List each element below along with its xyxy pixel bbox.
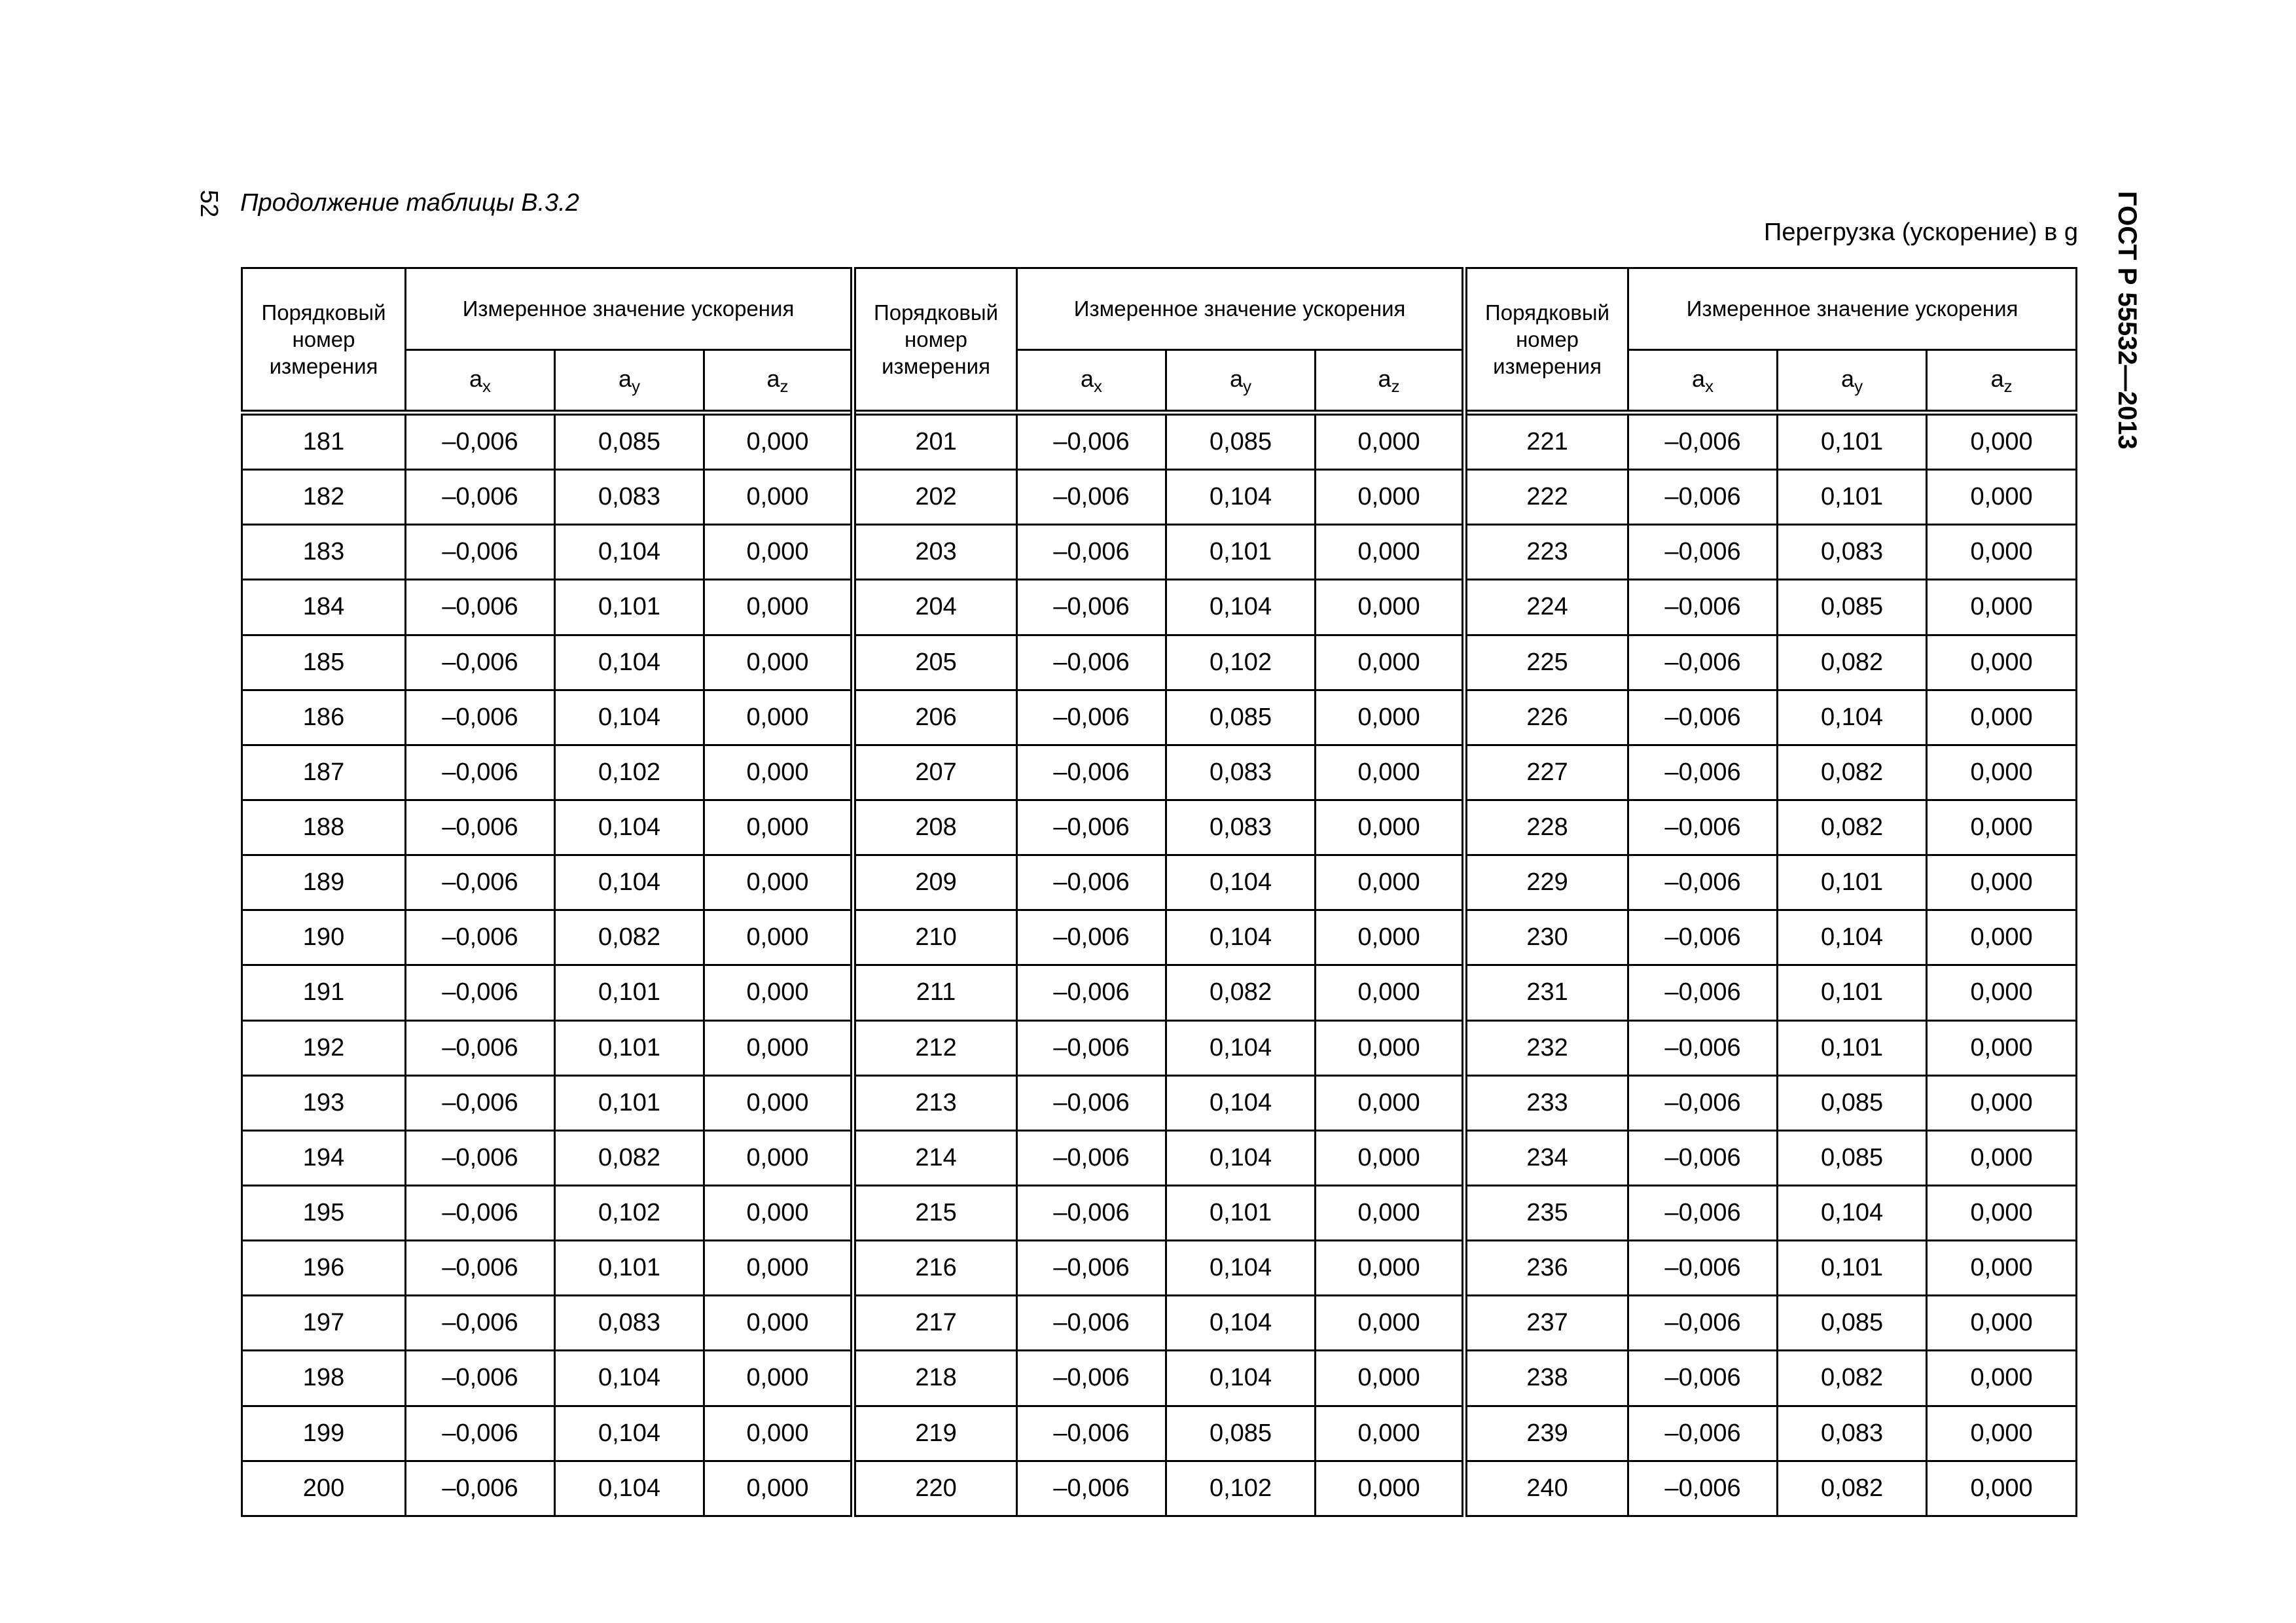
measured-value-header: Измеренное значение ускорения [406, 268, 853, 350]
ay-cell: 0,104 [555, 690, 704, 745]
ay-cell: 0,104 [1166, 1296, 1316, 1351]
ax-cell: –0,006 [1017, 1296, 1166, 1351]
ay-cell: 0,104 [1166, 580, 1316, 635]
az-cell: 0,000 [704, 635, 853, 690]
ax-cell: –0,006 [1628, 1406, 1778, 1461]
number-cell: 240 [1465, 1461, 1628, 1516]
number-cell: 210 [853, 910, 1017, 965]
number-cell: 183 [242, 525, 406, 580]
az-cell: 0,000 [704, 413, 853, 470]
ay-cell: 0,104 [555, 855, 704, 910]
ax-cell: –0,006 [406, 1406, 555, 1461]
number-cell: 184 [242, 580, 406, 635]
table-row [242, 745, 2077, 800]
number-cell: 208 [853, 800, 1017, 855]
number-cell: 191 [242, 965, 406, 1020]
ay-cell: 0,102 [1166, 635, 1316, 690]
units-note: Перегрузка (ускорение) в g [1764, 219, 2078, 246]
az-cell: 0,000 [704, 580, 853, 635]
number-cell: 227 [1465, 745, 1628, 800]
ay-cell: 0,104 [555, 525, 704, 580]
az-cell: 0,000 [704, 1351, 853, 1406]
number-cell: 202 [853, 470, 1017, 525]
ay-cell: 0,102 [1166, 1461, 1316, 1516]
number-column-header: Порядковый номер измерения [1465, 268, 1628, 413]
number-column-header: Порядковый номер измерения [242, 268, 406, 413]
ax-cell: –0,006 [1628, 690, 1778, 745]
axis-x-header: $a_x$ [406, 350, 555, 413]
standard-id: ГОСТ Р 55532—2013 [2113, 191, 2142, 450]
number-cell: 238 [1465, 1351, 1628, 1406]
number-cell: 237 [1465, 1296, 1628, 1351]
az-cell: 0,000 [1316, 1130, 1465, 1185]
ax-cell: –0,006 [1017, 1020, 1166, 1075]
ay-cell: 0,101 [1166, 1185, 1316, 1240]
az-cell: 0,000 [1927, 690, 2077, 745]
az-cell: 0,000 [704, 470, 853, 525]
ax-cell: –0,006 [1017, 1406, 1166, 1461]
ax-cell: –0,006 [1017, 1185, 1166, 1240]
az-cell: 0,000 [1927, 413, 2077, 470]
az-cell: 0,000 [1316, 470, 1465, 525]
ay-cell: 0,104 [555, 635, 704, 690]
ax-cell: –0,006 [1017, 1075, 1166, 1130]
ax-cell: –0,006 [406, 745, 555, 800]
az-cell: 0,000 [1927, 1185, 2077, 1240]
table-row [242, 413, 2077, 470]
az-cell: 0,000 [1316, 1241, 1465, 1296]
ay-cell: 0,085 [1778, 1130, 1927, 1185]
ax-cell: –0,006 [1628, 1241, 1778, 1296]
header-row-groups [242, 268, 2077, 350]
ay-cell: 0,104 [1778, 690, 1927, 745]
table-row [242, 1075, 2077, 1130]
table-row [242, 1461, 2077, 1516]
az-cell: 0,000 [1927, 855, 2077, 910]
ay-cell: 0,104 [1166, 910, 1316, 965]
ay-cell: 0,101 [1778, 413, 1927, 470]
az-cell: 0,000 [704, 1461, 853, 1516]
ay-cell: 0,104 [1166, 470, 1316, 525]
axis-z-header: $a_z$ [1927, 350, 2077, 413]
axis-x-header: $a_x$ [1017, 350, 1166, 413]
ay-cell: 0,101 [1778, 470, 1927, 525]
ay-cell: 0,101 [1778, 965, 1927, 1020]
ax-cell: –0,006 [1017, 1461, 1166, 1516]
table-row [242, 1241, 2077, 1296]
number-cell: 212 [853, 1020, 1017, 1075]
az-cell: 0,000 [704, 1130, 853, 1185]
az-cell: 0,000 [1316, 1185, 1465, 1240]
table-row [242, 910, 2077, 965]
number-cell: 193 [242, 1075, 406, 1130]
az-cell: 0,000 [1316, 635, 1465, 690]
az-cell: 0,000 [1927, 1461, 2077, 1516]
table-row [242, 580, 2077, 635]
ay-cell: 0,104 [1778, 1185, 1927, 1240]
az-cell: 0,000 [1927, 525, 2077, 580]
table-row [242, 470, 2077, 525]
ax-cell: –0,006 [1628, 1351, 1778, 1406]
number-cell: 223 [1465, 525, 1628, 580]
table-row [242, 635, 2077, 690]
az-cell: 0,000 [1316, 965, 1465, 1020]
number-cell: 218 [853, 1351, 1017, 1406]
ax-cell: –0,006 [1017, 580, 1166, 635]
table-row [242, 1185, 2077, 1240]
number-cell: 213 [853, 1075, 1017, 1130]
az-cell: 0,000 [704, 1296, 853, 1351]
az-cell: 0,000 [1927, 745, 2077, 800]
axis-x-header: $a_x$ [1628, 350, 1778, 413]
ax-cell: –0,006 [1017, 910, 1166, 965]
az-cell: 0,000 [1927, 1296, 2077, 1351]
number-cell: 204 [853, 580, 1017, 635]
ay-cell: 0,082 [1778, 635, 1927, 690]
ax-cell: –0,006 [406, 1130, 555, 1185]
number-cell: 200 [242, 1461, 406, 1516]
number-cell: 230 [1465, 910, 1628, 965]
ax-cell: –0,006 [406, 413, 555, 470]
ay-cell: 0,101 [555, 1075, 704, 1130]
measured-value-header: Измеренное значение ускорения [1017, 268, 1465, 350]
ay-cell: 0,085 [1778, 1296, 1927, 1351]
number-cell: 203 [853, 525, 1017, 580]
ay-cell: 0,085 [1166, 413, 1316, 470]
ay-cell: 0,104 [555, 1461, 704, 1516]
ay-cell: 0,083 [1778, 1406, 1927, 1461]
number-cell: 233 [1465, 1075, 1628, 1130]
table-row [242, 690, 2077, 745]
number-cell: 186 [242, 690, 406, 745]
az-cell: 0,000 [704, 1020, 853, 1075]
az-cell: 0,000 [1316, 1296, 1465, 1351]
az-cell: 0,000 [1316, 580, 1465, 635]
number-cell: 225 [1465, 635, 1628, 690]
az-cell: 0,000 [1927, 580, 2077, 635]
az-cell: 0,000 [704, 1185, 853, 1240]
header-row-axes [242, 350, 2077, 413]
number-cell: 198 [242, 1351, 406, 1406]
table-row [242, 1406, 2077, 1461]
ay-cell: 0,102 [555, 1185, 704, 1240]
ax-cell: –0,006 [1628, 1296, 1778, 1351]
ay-cell: 0,101 [555, 1241, 704, 1296]
number-cell: 226 [1465, 690, 1628, 745]
az-cell: 0,000 [1316, 910, 1465, 965]
axis-y-header: $a_y$ [1166, 350, 1316, 413]
az-cell: 0,000 [704, 745, 853, 800]
page-number: 52 [195, 190, 223, 218]
ay-cell: 0,104 [1778, 910, 1927, 965]
ay-cell: 0,082 [555, 1130, 704, 1185]
number-cell: 211 [853, 965, 1017, 1020]
ax-cell: –0,006 [1628, 580, 1778, 635]
number-cell: 194 [242, 1130, 406, 1185]
ax-cell: –0,006 [1628, 1075, 1778, 1130]
az-cell: 0,000 [1927, 910, 2077, 965]
table-row [242, 1296, 2077, 1351]
ax-cell: –0,006 [406, 1075, 555, 1130]
number-cell: 182 [242, 470, 406, 525]
ax-cell: –0,006 [1017, 1241, 1166, 1296]
ay-cell: 0,085 [1166, 690, 1316, 745]
ax-cell: –0,006 [406, 800, 555, 855]
az-cell: 0,000 [1927, 1020, 2077, 1075]
ax-cell: –0,006 [406, 1461, 555, 1516]
measured-value-header: Измеренное значение ускорения [1628, 268, 2077, 350]
az-cell: 0,000 [1316, 855, 1465, 910]
ay-cell: 0,082 [1778, 1461, 1927, 1516]
ax-cell: –0,006 [406, 1185, 555, 1240]
ay-cell: 0,083 [1166, 800, 1316, 855]
ax-cell: –0,006 [1017, 800, 1166, 855]
number-cell: 232 [1465, 1020, 1628, 1075]
ax-cell: –0,006 [1017, 965, 1166, 1020]
az-cell: 0,000 [704, 1406, 853, 1461]
table-row [242, 855, 2077, 910]
ax-cell: –0,006 [406, 1020, 555, 1075]
ax-cell: –0,006 [1628, 413, 1778, 470]
ay-cell: 0,101 [555, 580, 704, 635]
number-cell: 228 [1465, 800, 1628, 855]
number-cell: 197 [242, 1296, 406, 1351]
ax-cell: –0,006 [1628, 525, 1778, 580]
ax-cell: –0,006 [1628, 470, 1778, 525]
ay-cell: 0,085 [1778, 580, 1927, 635]
ay-cell: 0,083 [555, 1296, 704, 1351]
az-cell: 0,000 [704, 910, 853, 965]
number-cell: 189 [242, 855, 406, 910]
axis-z-header: $a_z$ [1316, 350, 1465, 413]
ay-cell: 0,082 [1166, 965, 1316, 1020]
ax-cell: –0,006 [1628, 800, 1778, 855]
ax-cell: –0,006 [1017, 855, 1166, 910]
ax-cell: –0,006 [1628, 635, 1778, 690]
number-cell: 222 [1465, 470, 1628, 525]
ay-cell: 0,101 [1778, 1241, 1927, 1296]
az-cell: 0,000 [1316, 413, 1465, 470]
az-cell: 0,000 [1316, 690, 1465, 745]
ax-cell: –0,006 [1017, 1351, 1166, 1406]
acceleration-table [241, 267, 2077, 1517]
number-cell: 206 [853, 690, 1017, 745]
az-cell: 0,000 [704, 525, 853, 580]
number-cell: 209 [853, 855, 1017, 910]
az-cell: 0,000 [704, 965, 853, 1020]
ay-cell: 0,104 [1166, 1130, 1316, 1185]
ay-cell: 0,085 [1166, 1406, 1316, 1461]
number-cell: 229 [1465, 855, 1628, 910]
ax-cell: –0,006 [406, 470, 555, 525]
ax-cell: –0,006 [1628, 1461, 1778, 1516]
ay-cell: 0,101 [1778, 1020, 1927, 1075]
ax-cell: –0,006 [1628, 1130, 1778, 1185]
az-cell: 0,000 [1316, 525, 1465, 580]
az-cell: 0,000 [704, 1075, 853, 1130]
ax-cell: –0,006 [1017, 525, 1166, 580]
az-cell: 0,000 [1316, 745, 1465, 800]
ax-cell: –0,006 [1017, 413, 1166, 470]
ax-cell: –0,006 [406, 525, 555, 580]
ay-cell: 0,085 [1778, 1075, 1927, 1130]
number-cell: 207 [853, 745, 1017, 800]
ay-cell: 0,083 [1778, 525, 1927, 580]
table-row [242, 800, 2077, 855]
ay-cell: 0,082 [1778, 800, 1927, 855]
ay-cell: 0,082 [1778, 1351, 1927, 1406]
number-cell: 205 [853, 635, 1017, 690]
ay-cell: 0,082 [1778, 745, 1927, 800]
az-cell: 0,000 [1316, 1351, 1465, 1406]
ay-cell: 0,104 [1166, 855, 1316, 910]
number-cell: 190 [242, 910, 406, 965]
table-caption: Продолжение таблицы В.3.2 [240, 189, 579, 217]
table-row [242, 1351, 2077, 1406]
ay-cell: 0,104 [555, 1406, 704, 1461]
number-cell: 216 [853, 1241, 1017, 1296]
ax-cell: –0,006 [1628, 745, 1778, 800]
ay-cell: 0,082 [555, 910, 704, 965]
ax-cell: –0,006 [1628, 1185, 1778, 1240]
ay-cell: 0,104 [1166, 1020, 1316, 1075]
ax-cell: –0,006 [406, 1296, 555, 1351]
number-cell: 234 [1465, 1130, 1628, 1185]
ax-cell: –0,006 [406, 910, 555, 965]
ax-cell: –0,006 [406, 1241, 555, 1296]
az-cell: 0,000 [1927, 965, 2077, 1020]
ax-cell: –0,006 [1017, 470, 1166, 525]
az-cell: 0,000 [1316, 800, 1465, 855]
table-row [242, 965, 2077, 1020]
ay-cell: 0,104 [1166, 1075, 1316, 1130]
number-cell: 219 [853, 1406, 1017, 1461]
ay-cell: 0,101 [555, 1020, 704, 1075]
number-cell: 239 [1465, 1406, 1628, 1461]
ax-cell: –0,006 [1017, 690, 1166, 745]
az-cell: 0,000 [1927, 1351, 2077, 1406]
ax-cell: –0,006 [406, 690, 555, 745]
number-cell: 195 [242, 1185, 406, 1240]
ay-cell: 0,104 [555, 800, 704, 855]
az-cell: 0,000 [1927, 635, 2077, 690]
ay-cell: 0,101 [1166, 525, 1316, 580]
number-cell: 220 [853, 1461, 1017, 1516]
az-cell: 0,000 [704, 690, 853, 745]
number-cell: 214 [853, 1130, 1017, 1185]
number-cell: 221 [1465, 413, 1628, 470]
ay-cell: 0,083 [555, 470, 704, 525]
ax-cell: –0,006 [1017, 1130, 1166, 1185]
ax-cell: –0,006 [406, 635, 555, 690]
ax-cell: –0,006 [406, 1351, 555, 1406]
az-cell: 0,000 [1316, 1020, 1465, 1075]
ax-cell: –0,006 [406, 965, 555, 1020]
number-cell: 224 [1465, 580, 1628, 635]
ay-cell: 0,104 [555, 1351, 704, 1406]
ay-cell: 0,101 [555, 965, 704, 1020]
number-cell: 199 [242, 1406, 406, 1461]
az-cell: 0,000 [1927, 1406, 2077, 1461]
ay-cell: 0,085 [555, 413, 704, 470]
table-row [242, 525, 2077, 580]
ax-cell: –0,006 [1628, 855, 1778, 910]
ay-cell: 0,101 [1778, 855, 1927, 910]
ay-cell: 0,104 [1166, 1241, 1316, 1296]
axis-y-header: $a_y$ [555, 350, 704, 413]
number-cell: 236 [1465, 1241, 1628, 1296]
axis-z-header: $a_z$ [704, 350, 853, 413]
number-cell: 231 [1465, 965, 1628, 1020]
ax-cell: –0,006 [1628, 1020, 1778, 1075]
number-cell: 215 [853, 1185, 1017, 1240]
table-row [242, 1020, 2077, 1075]
ax-cell: –0,006 [406, 855, 555, 910]
az-cell: 0,000 [1927, 800, 2077, 855]
az-cell: 0,000 [1927, 1130, 2077, 1185]
az-cell: 0,000 [1316, 1461, 1465, 1516]
ax-cell: –0,006 [406, 580, 555, 635]
ay-cell: 0,083 [1166, 745, 1316, 800]
axis-y-header: $a_y$ [1778, 350, 1927, 413]
az-cell: 0,000 [1316, 1406, 1465, 1461]
az-cell: 0,000 [704, 1241, 853, 1296]
ay-cell: 0,102 [555, 745, 704, 800]
number-cell: 187 [242, 745, 406, 800]
table-row [242, 1130, 2077, 1185]
number-cell: 188 [242, 800, 406, 855]
number-cell: 201 [853, 413, 1017, 470]
az-cell: 0,000 [704, 855, 853, 910]
az-cell: 0,000 [1316, 1075, 1465, 1130]
ax-cell: –0,006 [1628, 910, 1778, 965]
az-cell: 0,000 [704, 800, 853, 855]
az-cell: 0,000 [1927, 1075, 2077, 1130]
ax-cell: –0,006 [1017, 635, 1166, 690]
az-cell: 0,000 [1927, 470, 2077, 525]
table-body [242, 413, 2077, 1516]
az-cell: 0,000 [1927, 1241, 2077, 1296]
ax-cell: –0,006 [1628, 965, 1778, 1020]
ay-cell: 0,104 [1166, 1351, 1316, 1406]
ax-cell: –0,006 [1017, 745, 1166, 800]
number-cell: 192 [242, 1020, 406, 1075]
number-cell: 196 [242, 1241, 406, 1296]
number-cell: 185 [242, 635, 406, 690]
number-cell: 181 [242, 413, 406, 470]
number-cell: 235 [1465, 1185, 1628, 1240]
number-column-header: Порядковый номер измерения [853, 268, 1017, 413]
number-cell: 217 [853, 1296, 1017, 1351]
